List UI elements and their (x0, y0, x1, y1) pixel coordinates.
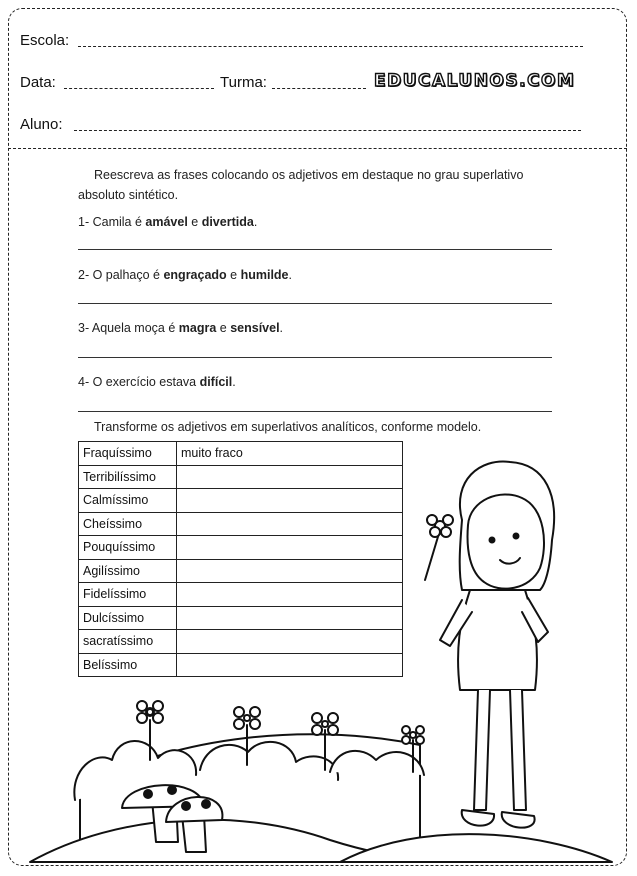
sentence-2-prefix: 2- O palhaço é (78, 268, 164, 282)
date-label: Data: (20, 74, 56, 91)
exercise1-instruction-line1: Reescreva as frases colocando os adjetivos em destaque no grau superlativo (94, 168, 524, 182)
sentence-2-adjective-2: humilde (240, 268, 289, 282)
student-label: Aluno: (20, 116, 63, 133)
word-cell: sacratíssimo (79, 630, 177, 654)
sentence-2-adjective-1: engraçado (163, 268, 227, 282)
sentence-1-adjective-2: divertida (201, 215, 254, 229)
sentence-3-suffix: . (279, 321, 284, 335)
exercise1-instruction-line2: absoluto sintético. (78, 188, 179, 202)
sentence-3-adjective-1: magra (178, 321, 217, 335)
class-label: Turma: (220, 74, 267, 91)
sentence-4-prefix: 4- O exercício estava (78, 375, 200, 389)
sentence-1-prefix: 1- Camila é (78, 215, 146, 229)
sentence-4-adjective-1: difícil (199, 375, 233, 389)
sentence-4-suffix: . (232, 375, 236, 389)
girl-figure (425, 462, 554, 828)
word-cell: Cheíssimo (79, 512, 177, 536)
sentence-3-mid: e (216, 321, 231, 335)
word-cell: Terribilíssimo (79, 465, 177, 489)
word-cell: Calmíssimo (79, 489, 177, 513)
brand-logo: EDUCALUNOS.COM (374, 71, 576, 91)
word-cell: Fraquíssimo (79, 442, 177, 466)
sentence-3-prefix: 3- Aquela moça é (78, 321, 179, 335)
word-cell: Dulcíssimo (79, 606, 177, 630)
word-cell: Belíssimo (79, 653, 177, 677)
exercise2-instruction: Transforme os adjetivos em superlativos analíticos, conforme modelo. (94, 420, 482, 434)
sentence-2-mid: e (226, 268, 241, 282)
word-cell: Pouquíssimo (79, 536, 177, 560)
sentence-1-suffix: . (253, 215, 258, 229)
sentence-2-suffix: . (288, 268, 292, 282)
answer-cell[interactable]: muito fraco (177, 442, 403, 466)
word-cell: Fidelíssimo (79, 583, 177, 607)
school-label: Escola: (20, 32, 70, 49)
word-cell: Agilíssimo (79, 559, 177, 583)
sentence-3-adjective-2: sensível (230, 321, 280, 335)
sentence-1-adjective-1: amável (145, 215, 188, 229)
sentence-1-mid: e (187, 215, 202, 229)
